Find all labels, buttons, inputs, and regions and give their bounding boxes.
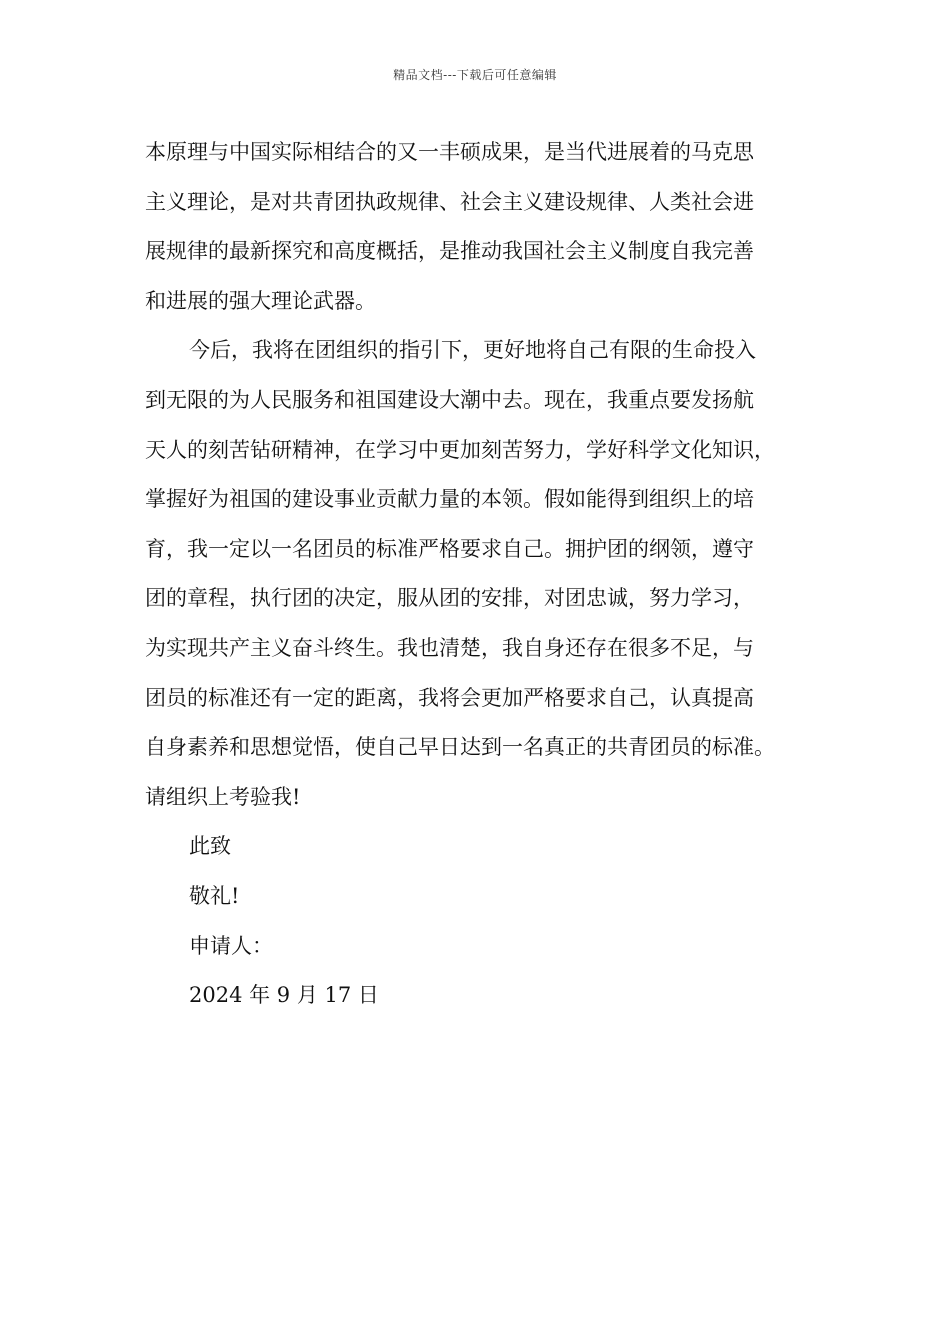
paragraph-2 bbox=[145, 326, 825, 822]
text-line: 为实现共产主义奋斗终生。我也清楚，我自身还存在很多不足，与 bbox=[145, 635, 754, 660]
text-line: 今后，我将在团组织的指引下，更好地将自己有限的生命投入 bbox=[189, 338, 756, 363]
text-line: 展规律的最新探究和高度概括，是推动我国社会主义制度自我完善 bbox=[145, 239, 754, 264]
text-line: 本原理与中国实际相结合的又一丰硕成果，是当代进展着的马克思 bbox=[145, 140, 754, 164]
text-line: 主义理论，是对共青团执政规律、社会主义建设规律、人类社会进 bbox=[145, 189, 754, 214]
applicant-label: 申请人： bbox=[189, 933, 273, 958]
text-line: 到无限的为人民服务和祖国建设大潮中去。现在，我重点要发扬航 bbox=[145, 387, 754, 412]
text-line: 天人的刻苦钻研精神，在学习中更加刻苦努力，学好科学文化知识， bbox=[145, 437, 775, 462]
closing-respect: 敬礼! bbox=[189, 883, 240, 908]
text-line: 掌握好为祖国的建设事业贡献力量的本领。假如能得到组织上的培 bbox=[145, 487, 754, 512]
text-line: 和进展的强大理论武器。 bbox=[145, 288, 376, 313]
letter-date: 2024 年 9 月 17 日 bbox=[189, 983, 379, 1008]
text-line: 自身素养和思想觉悟，使自己早日达到一名真正的共青团员的标准。 bbox=[145, 735, 775, 760]
document-body bbox=[145, 128, 825, 1021]
closing-salutation: 此致 bbox=[189, 834, 231, 859]
text-line: 团员的标准还有一定的距离，我将会更加严格要求自己，认真提高 bbox=[145, 685, 754, 710]
text-line: 请组织上考验我! bbox=[145, 784, 301, 809]
page-header: 精品文档---下载后可任意编辑 bbox=[393, 68, 557, 82]
closing-block bbox=[145, 822, 825, 1020]
text-line: 团的章程，执行团的决定，服从团的安排，对团忠诚，努力学习， bbox=[145, 586, 754, 611]
paragraph-1 bbox=[145, 128, 825, 326]
text-line: 育，我一定以一名团员的标准严格要求自己。拥护团的纲领，遵守 bbox=[145, 536, 754, 561]
